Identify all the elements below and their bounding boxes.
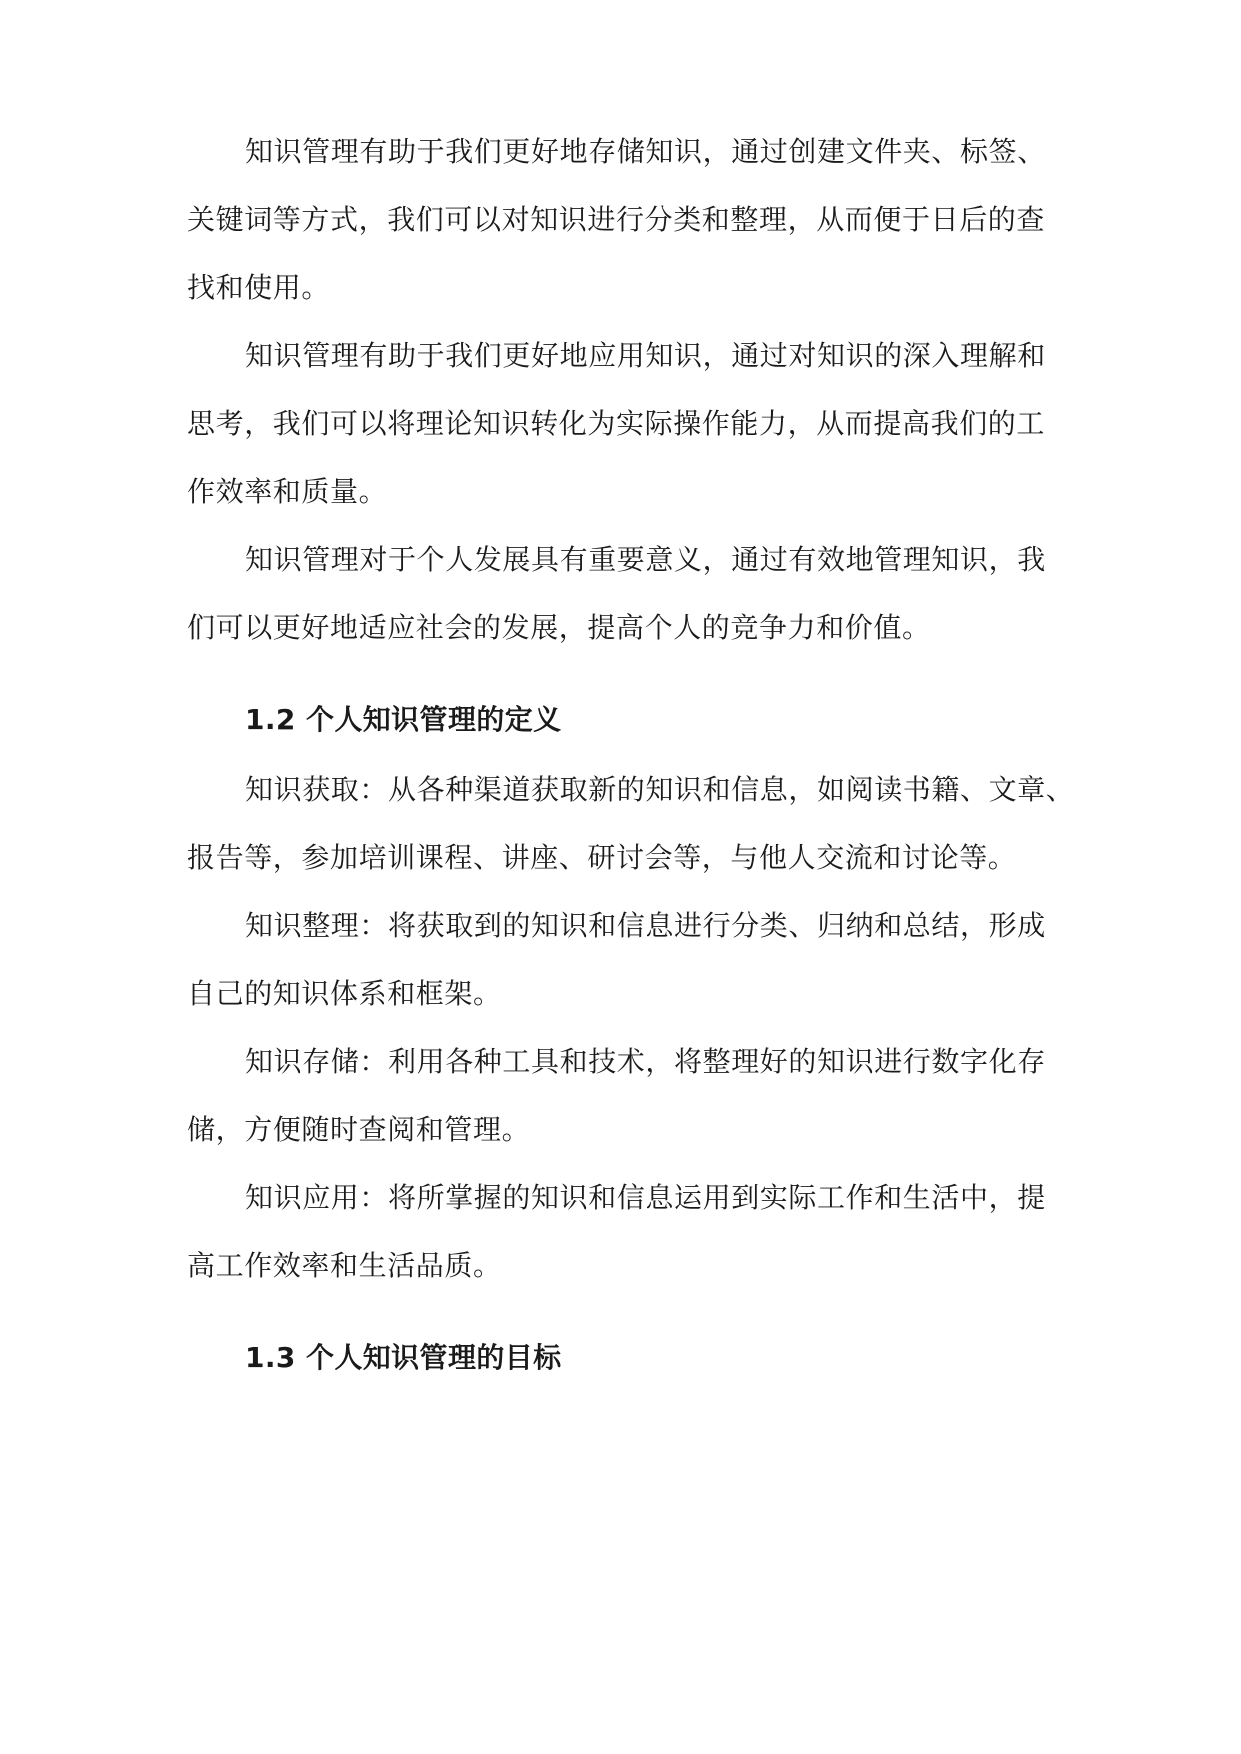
paragraph-line: 知识应用：将所掌握的知识和信息运用到实际工作和生活中，提 [245,1181,1046,1214]
paragraph-line: 们可以更好地适应社会的发展，提高个人的竞争力和价值。 [187,611,931,644]
paragraph-line: 储，方便随时查阅和管理。 [187,1113,531,1146]
paragraph-line: 高工作效率和生活品质。 [187,1249,502,1282]
paragraph-line: 知识存储：利用各种工具和技术，将整理好的知识进行数字化存 [245,1045,1046,1078]
section-heading: 1.3 个人知识管理的目标 [245,1341,562,1374]
paragraph-line: 知识管理有助于我们更好地存储知识，通过创建文件夹、标签、 [245,135,1046,168]
section-heading: 1.2 个人知识管理的定义 [245,703,562,736]
paragraph-line: 思考，我们可以将理论知识转化为实际操作能力，从而提高我们的工 [187,407,1046,440]
paragraph-line: 知识整理：将获取到的知识和信息进行分类、归纳和总结，形成 [245,909,1046,942]
paragraph-line: 报告等，参加培训课程、讲座、研讨会等，与他人交流和讨论等。 [187,841,1017,874]
paragraph-line: 关键词等方式，我们可以对知识进行分类和整理，从而便于日后的查 [187,203,1046,236]
paragraph-line: 作效率和质量。 [187,475,388,508]
paragraph-line: 知识管理对于个人发展具有重要意义，通过有效地管理知识，我 [245,543,1046,576]
paragraph-line: 知识管理有助于我们更好地应用知识，通过对知识的深入理解和 [245,339,1046,372]
paragraph-line: 知识获取：从各种渠道获取新的知识和信息，如阅读书籍、文章、 [245,773,1075,806]
paragraph-line: 自己的知识体系和框架。 [187,977,502,1010]
paragraph-line: 找和使用。 [187,271,331,304]
